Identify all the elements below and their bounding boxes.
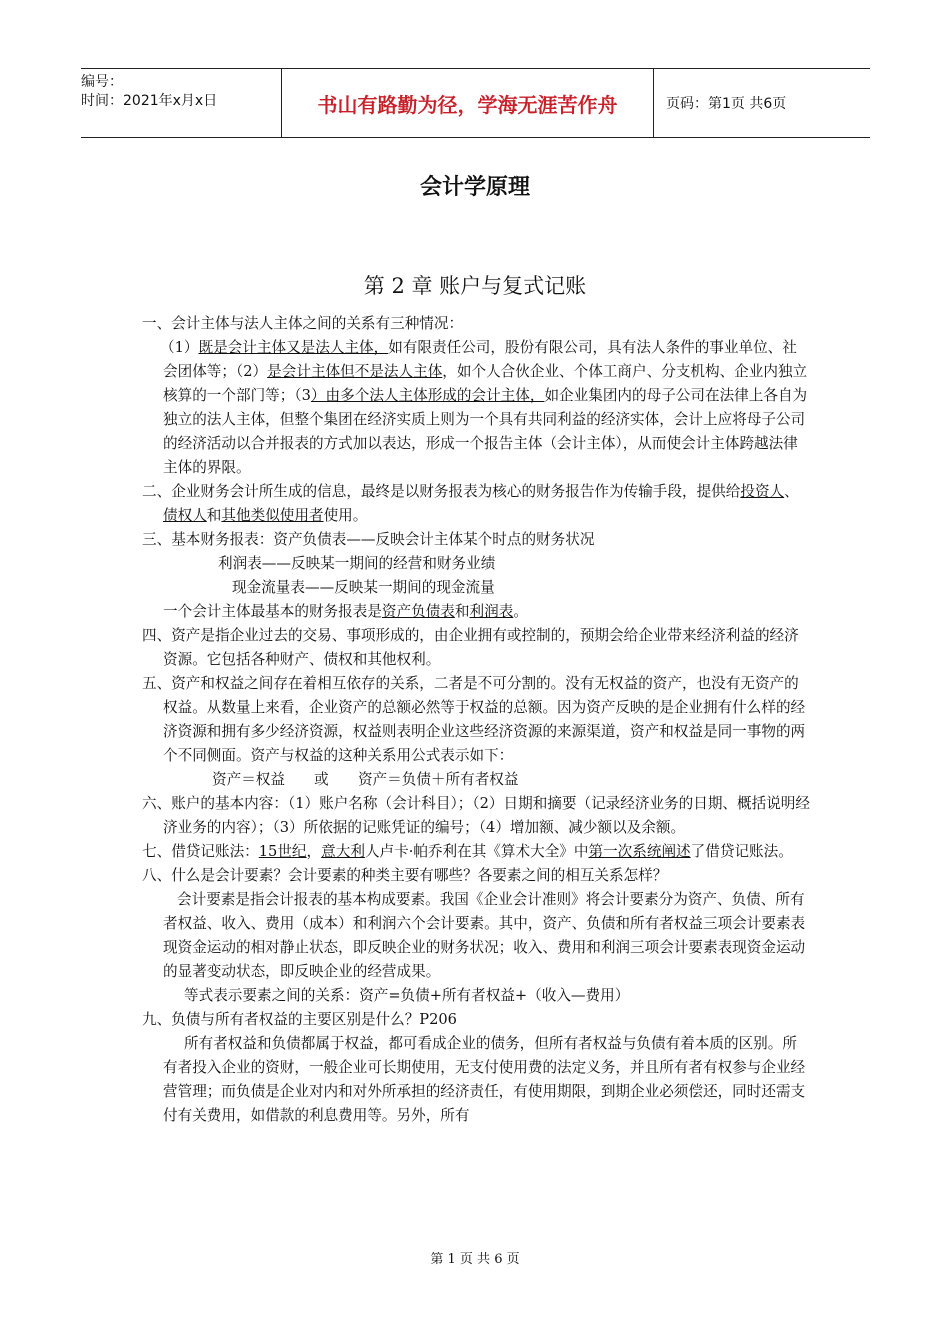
section-9-heading: 九、负债与所有者权益的主要区别是什么？P206 — [142, 1011, 457, 1028]
document-title: 会计学原理 — [419, 175, 530, 200]
section-2: 二、企业财务会计所生成的信息，最终是以财务报表为核心的财务报告作为传输手段，提供给投资人、债权人和其他类似使用者使用。 — [142, 483, 799, 524]
header-page-info: 页码：第1页 共6页 — [666, 96, 787, 112]
page-header — [81, 68, 870, 138]
section-1-heading: 一、会计主体与法人主体之间的关系有三种情况： — [142, 315, 464, 332]
chapter-title: 第 2 章 账户与复式记账 — [363, 274, 587, 298]
section-7: 七、借贷记账法：15世纪，意大利人卢卡·帕乔利在其《算术大全》中第一次系统阐述了借贷记账法。 — [142, 843, 793, 860]
section-3-line-4: 一个会计主体最基本的财务报表是资产负债表和利润表。 — [163, 603, 528, 620]
section-8-body: 会计要素是指会计报表的基本构成要素。我国《企业会计准则》将会计要素分为资产、负债、所有者权益、收入、费用（成本）和利润六个会计要素。其中，资产、负债和所有者权益三项会计要素表现资金运动的相对静止状态，即反映企业的财务状况；收入、费用和利润三项会计要素表现资金运动的显著变动状态，即反映企业的经营成果。 — [163, 891, 806, 980]
section-6: 六、账户的基本内容：（1）账户名称（会计科目）；（2）日期和摘要（记录经济业务的日期、概括说明经济业务的内容）；（3）所依据的记账凭证的编号；（4）增加额、减少额以及余额。 — [142, 795, 810, 836]
doc-number-label: 编号： — [81, 74, 123, 90]
section-3-line-1: 三、基本财务报表：资产负债表——反映会计主体某个时点的财务状况 — [142, 531, 595, 548]
section-4: 四、资产是指企业过去的交易、事项形成的，由企业拥有或控制的，预期会给企业带来经济利益的经济资源。它包括各种财产、债权和其他权利。 — [142, 627, 799, 668]
header-meta — [81, 69, 281, 137]
section-5-formula: 资产＝权益 或 资产＝负债＋所有者权益 — [212, 771, 519, 788]
section-9-body: 所有者权益和负债都属于权益，都可看成企业的债务，但所有者权益与负债有着本质的区别。所有者投入企业的资财，一般企业可长期使用，无支付使用费的法定义务，并且所有者有权参与企业经营管理；而负债是企业对内和对外所承担的经济责任，有使用期限，到期企业必须偿还，同时还需支付有关费用，如借款的利息费用等。另外，所有 — [163, 1035, 806, 1124]
doc-date: 时间：2021年x月x日 — [81, 93, 218, 109]
document-body — [142, 312, 810, 1128]
section-8-heading: 八、什么是会计要素？会计要素的种类主要有哪些？各要素之间的相互关系怎样？ — [142, 867, 668, 884]
section-3-line-3: 现金流量表——反映某一期间的现金流量 — [232, 579, 495, 596]
section-3-line-2: 利润表——反映某一期间的经营和财务业绩 — [218, 555, 496, 572]
page-footer: 第 1 页 共 6 页 — [430, 1252, 520, 1267]
section-1-body: （1）既是会计主体又是法人主体，如有限责任公司，股份有限公司，具有法人条件的事业单位、社会团体等；（2）是会计主体但不是法人主体，如个人合伙企业、个体工商户、分支机构、企业内独立核算的一个部门等；（3）由多个法人主体形成的会计主体，如企业集团内的母子公司在法律上各自为独立的法人主体，但整个集团在经济实质上则为一个具有共同利益的经济实体，会计上应将母子公司的经济活动以合并报表的方式加以表达，形成一个报告主体（会计主体），从而使会计主体跨越法律主体的界限。 — [160, 339, 808, 476]
section-8-equation: 等式表示要素之间的关系：资产=负债+所有者权益+（收入—费用） — [184, 987, 630, 1004]
header-motto: 书山有路勤为径，学海无涯苦作舟 — [281, 69, 654, 137]
section-5: 五、资产和权益之间存在着相互依存的关系，二者是不可分割的。没有无权益的资产，也没有无资产的权益。从数量上来看，企业资产的总额必然等于权益的总额。因为资产反映的是企业拥有什么样的经济资源和拥有多少经济资源，权益则表明企业这些经济资源的来源渠道，资产和权益是同一事物的两个不同侧面。资产与权益的这种关系用公式表示如下： — [142, 675, 806, 764]
